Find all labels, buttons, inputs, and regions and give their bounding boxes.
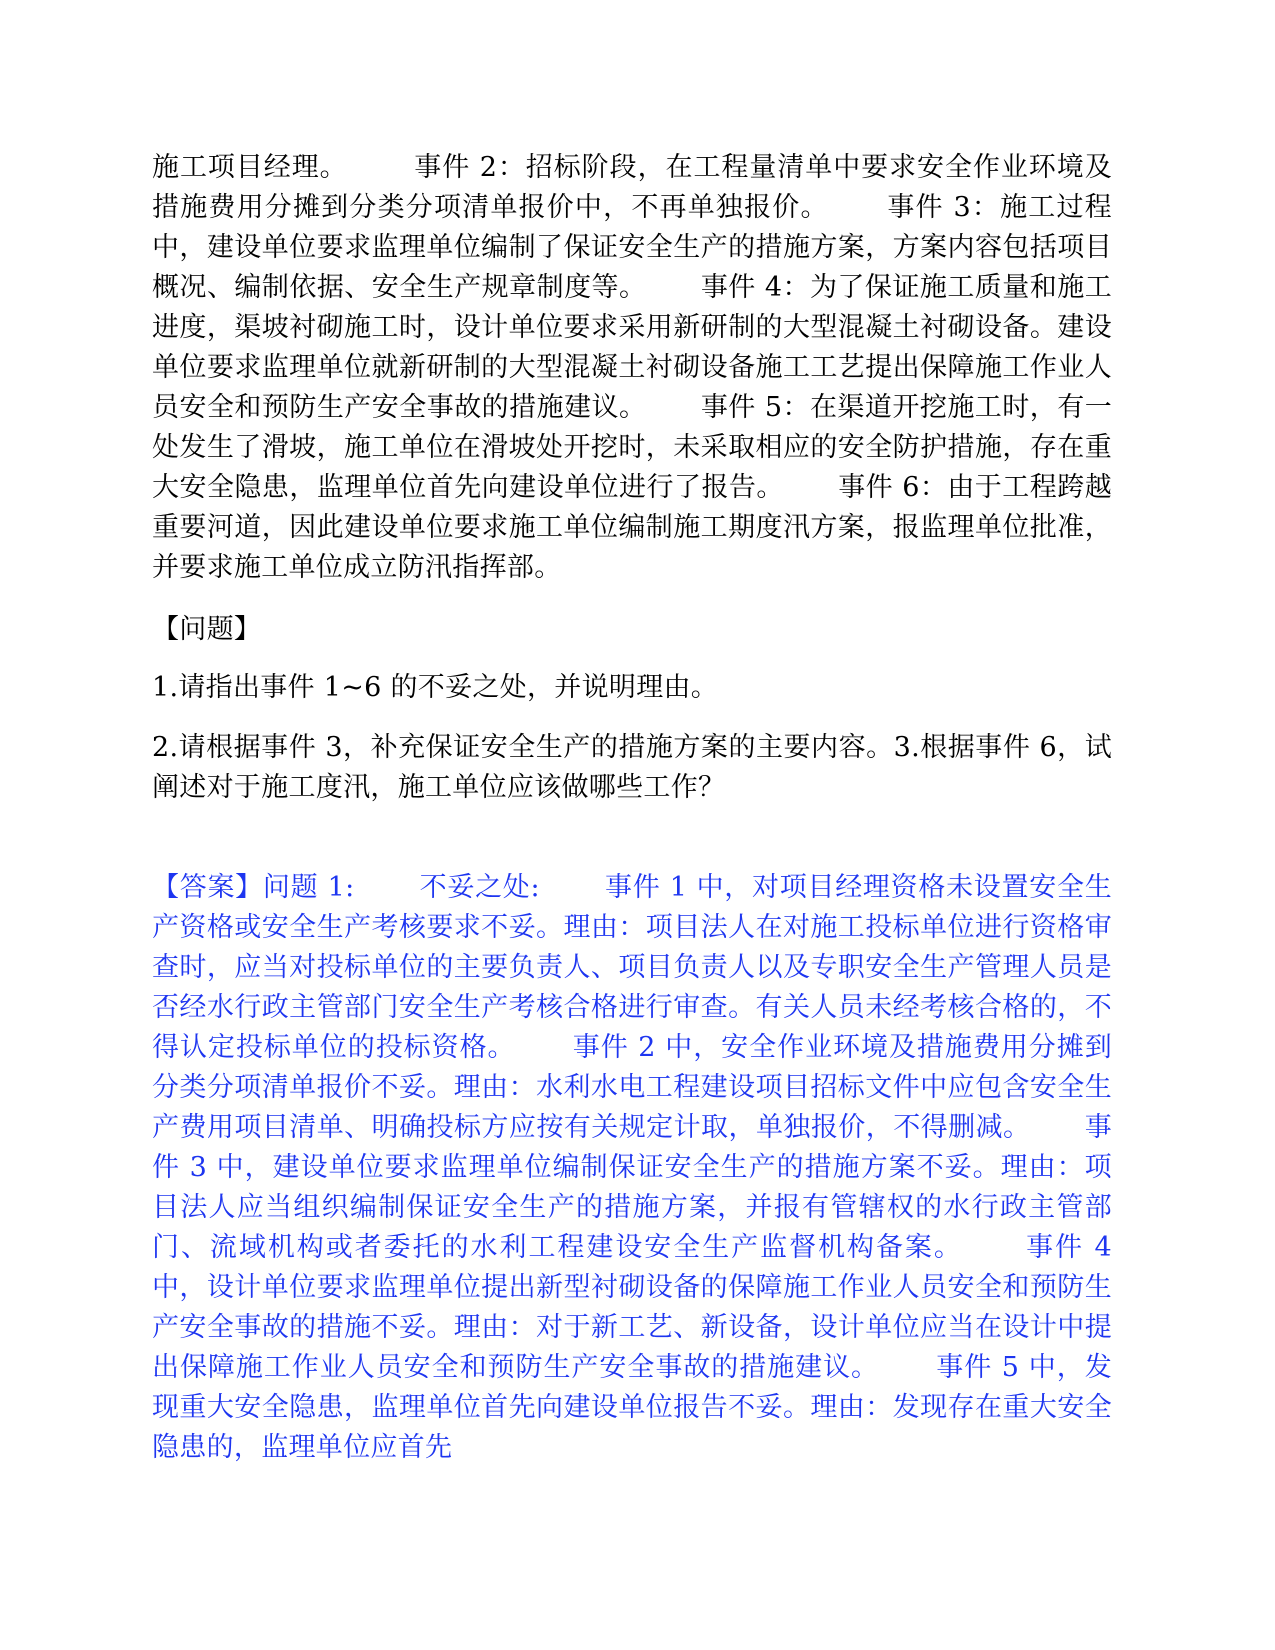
events-paragraph: 施工项目经理。 事件 2：招标阶段，在工程量清单中要求安全作业环境及措施费用分摊到分类分项清单报价中，不再单独报价。 事件 3：施工过程中，建设单位要求监理单位编制了保证安全生产的措施方案，方案内容包括项目概况、编制依据、安全生产规章制度等。 事件 4：为了保证施工质量和施工进度，渠坡衬砌施工时，设计单位要求采用新研制的大型混凝土衬砌设备。建设单位要求监理单位就新研制的大型混凝土衬砌设备施工工艺提出保障施工作业人员安全和预防生产安全事故的措施建议。 事件 5：在渠道开挖施工时，有一处发生了滑坡，施工单位在滑坡处开挖时，未采取相应的安全防护措施，存在重大安全隐患，监理单位首先向建设单位进行了报告。 事件 6：由于工程跨越重要河道，因此建设单位要求施工单位编制施工期度汛方案，报监理单位批准，并要求施工单位成立防汛指挥部。 — [152, 152, 1112, 583]
question-2-3: 2.请根据事件 3，补充保证安全生产的措施方案的主要内容。3.根据事件 6，试阐述对于施工度汛，施工单位应该做哪些工作？ — [152, 732, 1112, 803]
question-1: 1.请指出事件 1~6 的不妥之处，并说明理由。 — [152, 672, 719, 703]
answer-paragraph: 【答案】问题 1: 不妥之处: 事件 1 中，对项目经理资格未设置安全生产资格或安全生产考核要求不妥。理由：项目法人在对施工投标单位进行资格审查时，应当对投标单位的主要负责人、项目负责人以及专职安全生产管理人员是否经水行政主管部门安全生产考核合格进行审查。有关人员未经考核合格的，不得认定投标单位的投标资格。 事件 2 中，安全作业环境及措施费用分摊到分类分项清单报价不妥。理由：水利水电工程建设项目招标文件中应包含安全生产费用项目清单、明确投标方应按有关规定计取，单独报价，不得删减。 事件 3 中，建设单位要求监理单位编制保证安全生产的措施方案不妥。理由：项目法人应当组织编制保证安全生产的措施方案，并报有管辖权的水行政主管部门、流域机构或者委托的水利工程建设安全生产监督机构备案。 事件 4 中，设计单位要求监理单位提出新型衬砌设备的保障施工作业人员安全和预防生产安全事故的措施不妥。理由：对于新工艺、新设备，设计单位应当在设计中提出保障施工作业人员安全和预防生产安全事故的措施建议。 事件 5 中，发现重大安全隐患，监理单位首先向建设单位报告不妥。理由：发现存在重大安全隐患的，监理单位应首先 — [152, 872, 1121, 1463]
questions-heading: 【问题】 — [152, 614, 262, 645]
